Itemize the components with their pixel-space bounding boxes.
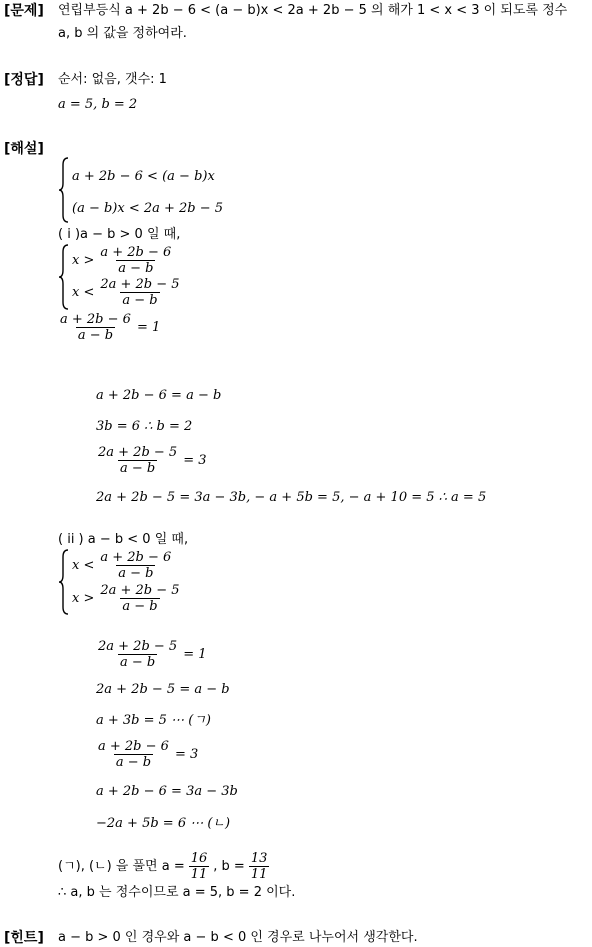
- case1-sys-1: [72, 245, 173, 276]
- hint-text: a − b > 0 인 경우와 a − b < 0 인 경우로 나누어서 생각한다.: [58, 930, 418, 945]
- solution-tag: [해설]: [4, 141, 44, 157]
- frac-numerator: a + 2b − 6: [98, 739, 169, 754]
- case1-line-1: a + 2b − 6 = a − b: [96, 388, 222, 403]
- frac-denominator: a − b: [115, 755, 152, 770]
- frac-denominator: a − b: [118, 566, 154, 581]
- final-line-1-pre: (ㄱ), (ㄴ) 을 풀면 a =: [58, 858, 185, 874]
- case2-line-4: −2a + 5b = 6 ⋯ (ㄴ): [96, 816, 231, 831]
- case1-last: 2a + 2b − 5 = 3a − 3b, − a + 5b = 5, − a + 10 = 5 ∴ a = 5: [96, 490, 487, 505]
- case2-frac1: [96, 639, 179, 670]
- frac-numerator: 2a + 2b − 5: [98, 639, 178, 654]
- case2-title: ( ii ) a − b < 0 일 때,: [58, 532, 189, 547]
- case1-frac2-eq: [96, 445, 207, 476]
- answer-tag: [정답]: [4, 72, 44, 88]
- frac-numerator: 16: [190, 851, 208, 866]
- case2-line-2: a + 3b = 5 ⋯ (ㄱ): [96, 713, 211, 728]
- case2-sys-2: [72, 583, 182, 614]
- case2-sys-2-frac: [98, 583, 181, 614]
- case2-sys-1: [72, 550, 173, 581]
- frac-numerator: 2a + 2b − 5: [100, 583, 180, 598]
- case1-sys-2-frac: [98, 277, 181, 308]
- case2-frac1-rhs: = 1: [183, 646, 207, 662]
- frac-denominator: 11: [250, 867, 268, 882]
- frac-numerator: 13: [250, 851, 268, 866]
- hint-tag: [힌트]: [4, 930, 44, 946]
- system-brace: [58, 157, 70, 223]
- final-line-1: [58, 851, 269, 882]
- problem-tag: [문제]: [4, 3, 44, 19]
- system-line-1: a + 2b − 6 < (a − b)x: [72, 169, 215, 184]
- case2-frac1-eq: [96, 639, 207, 670]
- final-line-1-mid: , b =: [213, 858, 245, 874]
- case2-brace: [58, 549, 70, 615]
- answer-line-1: 순서: 없음, 갯수: 1: [58, 72, 167, 87]
- frac-numerator: 2a + 2b − 5: [100, 277, 180, 292]
- case2-frac2: [96, 739, 171, 770]
- frac-denominator: 11: [190, 867, 208, 882]
- case1-line-2: 3b = 6 ∴ b = 2: [96, 419, 193, 434]
- case1-frac2-rhs: = 3: [183, 452, 207, 468]
- case2-sys-1-lhs: x <: [72, 557, 95, 573]
- case2-sys-2-lhs: x >: [72, 590, 95, 606]
- final-line-2: ∴ a, b 는 정수이므로 a = 5, b = 2 이다.: [58, 885, 296, 900]
- case1-sys-1-frac: [98, 245, 173, 276]
- frac-numerator: a + 2b − 6: [100, 550, 172, 565]
- case1-sys-2: [72, 277, 182, 308]
- frac-numerator: a + 2b − 6: [100, 245, 172, 260]
- case2-line-1: 2a + 2b − 5 = a − b: [96, 682, 230, 697]
- case2-line-3: a + 2b − 6 = 3a − 3b: [96, 784, 238, 799]
- problem-line-2: a, b 의 값을 정하여라.: [58, 26, 187, 41]
- answer-line-2: a = 5, b = 2: [58, 97, 138, 112]
- case1-frac2: [96, 445, 179, 476]
- case1-title: ( i )a − b > 0 일 때,: [58, 227, 181, 242]
- case1-frac: [58, 312, 133, 343]
- frac-denominator: a − b: [122, 599, 158, 614]
- frac-denominator: a − b: [122, 293, 158, 308]
- frac-denominator: a − b: [119, 461, 156, 476]
- final-frac-a: [189, 851, 210, 882]
- case2-sys-1-frac: [98, 550, 173, 581]
- case2-frac2-eq: [96, 739, 198, 770]
- case2-frac2-rhs: = 3: [174, 746, 199, 762]
- frac-denominator: a − b: [77, 328, 114, 343]
- frac-denominator: a − b: [119, 655, 156, 670]
- frac-numerator: 2a + 2b − 5: [98, 445, 178, 460]
- final-frac-b: [249, 851, 270, 882]
- case1-frac-rhs: = 1: [136, 319, 161, 335]
- case1-sys-1-lhs: x >: [72, 252, 95, 268]
- case1-sys-2-lhs: x <: [72, 284, 95, 300]
- problem-line-1: 연립부등식 a + 2b − 6 < (a − b)x < 2a + 2b − 5 의 해가 1 < x < 3 이 되도록 정수: [58, 3, 568, 18]
- case1-frac-eq: [58, 312, 160, 343]
- frac-numerator: a + 2b − 6: [60, 312, 131, 327]
- case1-brace: [58, 244, 70, 310]
- system-line-2: (a − b)x < 2a + 2b − 5: [72, 201, 224, 216]
- frac-denominator: a − b: [118, 261, 154, 276]
